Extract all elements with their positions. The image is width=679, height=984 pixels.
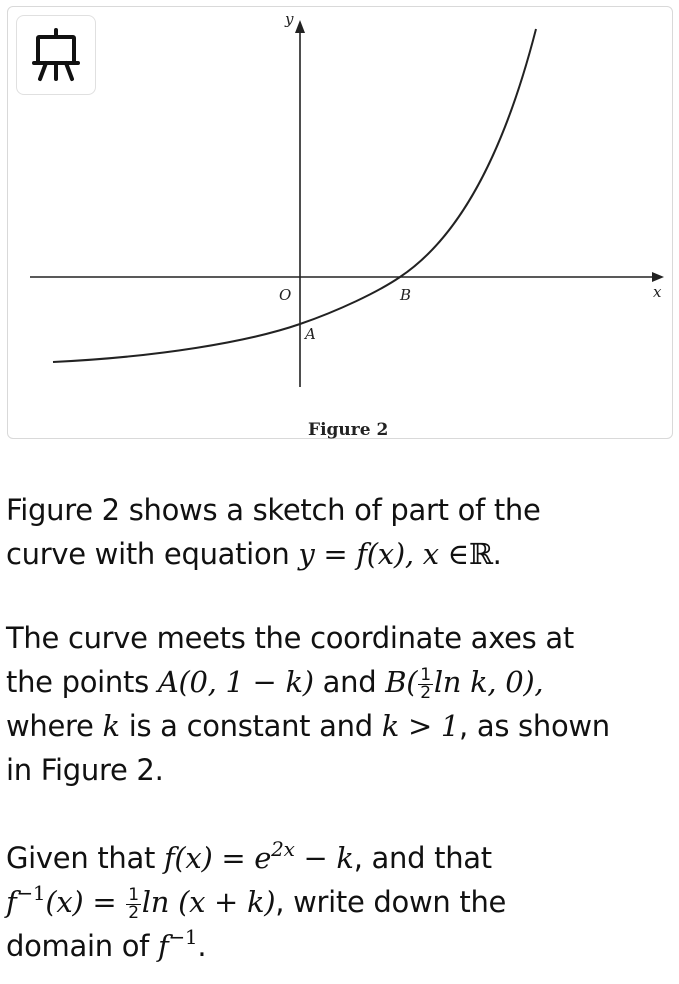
p2-text5: is a constant and xyxy=(128,709,373,743)
math-exponent: 2x xyxy=(271,837,295,861)
math-k: k xyxy=(102,709,120,743)
p3-period: . xyxy=(197,929,207,963)
axis-x-label: x xyxy=(653,283,662,301)
math-x: x xyxy=(422,537,439,571)
p2-as-shown: , as shown xyxy=(459,709,610,743)
fraction-half xyxy=(418,664,433,703)
p1-text2: curve with equation xyxy=(6,537,290,571)
fraction-num: 1 xyxy=(420,664,431,685)
figure-2-graph xyxy=(8,7,674,440)
paragraph-2 xyxy=(6,616,672,792)
figure-caption: Figure 2 xyxy=(308,420,389,440)
math-k-gt-1: k > 1 xyxy=(381,709,460,743)
math-f-inverse-2-sup: −1 xyxy=(168,925,198,949)
easel-badge[interactable] xyxy=(16,15,96,95)
math-f-inverse-arg: (x) = xyxy=(45,885,117,919)
math-y: y xyxy=(298,537,315,571)
axis-y-label: y xyxy=(285,10,294,28)
math-eq: = xyxy=(323,537,348,571)
p1-period: . xyxy=(492,537,502,571)
fraction-num-2: 1 xyxy=(128,884,139,905)
p2-and: and xyxy=(322,665,377,699)
figure-card xyxy=(7,6,673,439)
math-f-inverse-2: f xyxy=(158,929,169,963)
math-minus-k: − k xyxy=(303,841,354,875)
p3-given: Given that xyxy=(6,841,156,875)
x-axis-arrow xyxy=(652,272,664,282)
origin-label: O xyxy=(279,286,292,304)
fraction-den: 2 xyxy=(420,682,431,703)
p2-line4: in Figure 2. xyxy=(6,753,164,787)
p3-and-that: , and that xyxy=(353,841,492,875)
math-f-inverse-sup: −1 xyxy=(16,881,46,905)
fraction-den-2: 2 xyxy=(128,902,139,923)
math-f-inverse: f xyxy=(6,885,17,919)
math-point-b-rest: ln k, 0), xyxy=(433,665,544,699)
y-axis-arrow xyxy=(295,20,305,33)
math-point-a: A(0, 1 − k) xyxy=(157,665,314,699)
paragraph-3 xyxy=(6,836,672,968)
p3-domain-of: domain of xyxy=(6,929,150,963)
easel-icon xyxy=(28,27,84,83)
math-point-b-open: B( xyxy=(385,665,418,699)
math-fx: f(x), xyxy=(356,537,414,571)
p2-line1: The curve meets the coordinate axes at xyxy=(6,621,574,655)
math-ln: ln (x + k) xyxy=(141,885,276,919)
math-f-def: f(x) = e xyxy=(163,841,272,875)
p1-line1: Figure 2 shows a sketch of part of the xyxy=(6,493,541,527)
paragraph-1 xyxy=(6,488,672,576)
exponential-curve xyxy=(53,29,536,362)
fraction-half-2 xyxy=(126,884,141,923)
point-a-label: A xyxy=(305,325,316,343)
p3-write-down: , write down the xyxy=(275,885,507,919)
p2-text2: the points xyxy=(6,665,149,699)
point-b-label: B xyxy=(400,286,412,304)
math-reals: ℝ xyxy=(468,537,493,571)
math-in: ∈ xyxy=(447,537,469,571)
p2-where: where xyxy=(6,709,94,743)
